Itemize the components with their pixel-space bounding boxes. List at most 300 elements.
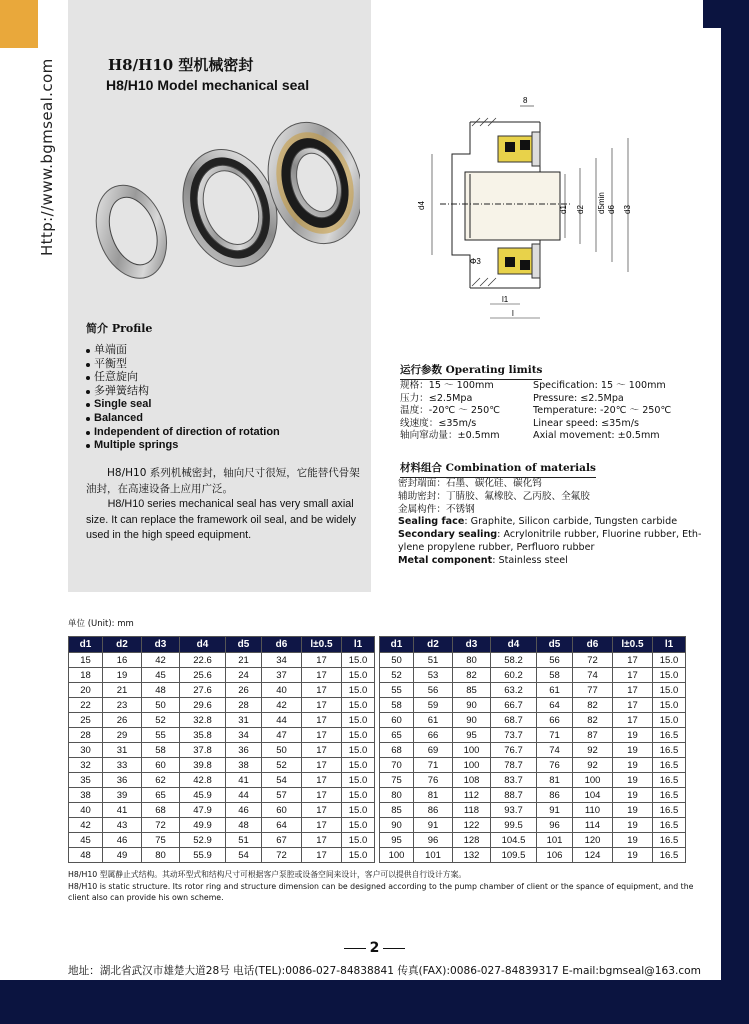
table-cell: 15.0 [342, 728, 375, 743]
table-cell: 16.5 [653, 833, 686, 848]
table-cell: 66.7 [491, 698, 537, 713]
table-cell: 15.0 [653, 653, 686, 668]
table-row [69, 713, 686, 728]
table-cell: 85 [380, 803, 414, 818]
table-cell: 95 [453, 728, 491, 743]
table-cell: 17 [613, 653, 653, 668]
bottom-band [0, 980, 749, 1024]
table-cell: 17 [302, 758, 342, 773]
table-cell: 47 [262, 728, 302, 743]
table-cell: 56 [414, 683, 453, 698]
table-cell: 26 [103, 713, 142, 728]
table-cell: 21 [103, 683, 142, 698]
table-cell: 17 [302, 743, 342, 758]
material-secondary: Secondary sealing: Acrylonitrile rubber, Fluorine rubber, Eth- [398, 529, 702, 541]
table-cell: 43 [103, 818, 142, 833]
table-cell: 76 [414, 773, 453, 788]
table-cell: 16.5 [653, 848, 686, 863]
table-cell: 42 [142, 653, 180, 668]
table-cell: 72 [142, 818, 180, 833]
table-cell: 50 [262, 743, 302, 758]
stationary-ring [90, 175, 179, 288]
dim-8-label: 8 [523, 96, 528, 105]
table-row [69, 773, 686, 788]
structure-note [68, 869, 698, 904]
table-cell: 80 [142, 848, 180, 863]
table-cell: 16.5 [653, 758, 686, 773]
table-cell: 68 [142, 803, 180, 818]
table-cell: 66 [537, 713, 573, 728]
feature-item: 任意旋向 [86, 371, 280, 385]
column-header: d5 [226, 637, 262, 653]
feature-item: 单端面 [86, 344, 280, 358]
table-cell: 122 [453, 818, 491, 833]
table-cell: 110 [573, 803, 613, 818]
table-cell: 56 [537, 653, 573, 668]
table-cell: 72 [573, 653, 613, 668]
table-row [69, 758, 686, 773]
operating-limits-heading: 运行参数 Operating limits [400, 362, 542, 380]
table-row [69, 653, 686, 668]
table-cell: 83.7 [491, 773, 537, 788]
seal-assembly-bottom [498, 244, 540, 278]
table-cell: 15.0 [342, 773, 375, 788]
table-cell: 52.9 [180, 833, 226, 848]
dim-d6-label: d6 [607, 205, 616, 214]
limit-row: 规格：15 ～ 100mm Specification: 15 ～ 100mm [400, 380, 666, 391]
table-cell: 75 [142, 833, 180, 848]
table-cell: 42.8 [180, 773, 226, 788]
table-cell: 16.5 [653, 728, 686, 743]
table-cell: 15.0 [342, 653, 375, 668]
table-cell: 61 [537, 683, 573, 698]
table-cell: 51 [414, 653, 453, 668]
column-header: d2 [103, 637, 142, 653]
table-cell: 124 [573, 848, 613, 863]
table-cell: 39.8 [180, 758, 226, 773]
table-cell: 17 [302, 773, 342, 788]
table-cell: 31 [226, 713, 262, 728]
table-cell: 17 [302, 803, 342, 818]
website-url[interactable]: Http://www.bgmseal.com [38, 58, 56, 256]
unit-label: 单位 (Unit): mm [68, 619, 134, 629]
table-cell: 93.7 [491, 803, 537, 818]
material-line-cn: 密封端面：石墨、碳化硅、碳化钨 [398, 478, 542, 489]
table-cell: 29 [103, 728, 142, 743]
table-cell: 17 [613, 683, 653, 698]
table-cell: 15.0 [653, 683, 686, 698]
table-cell: 80 [453, 653, 491, 668]
corner-accent [0, 0, 38, 48]
table-cell: 100 [453, 758, 491, 773]
table-cell: 60 [142, 758, 180, 773]
table-cell: 73.7 [491, 728, 537, 743]
dim-phi3-label: Φ3 [470, 257, 481, 266]
table-cell: 92 [573, 758, 613, 773]
column-header: d3 [453, 637, 491, 653]
description-cn: H8/H10 系列机械密封，轴向尺寸很短，它能替代骨架油封，在高速设备上应用广泛。 [86, 467, 360, 495]
table-cell: 59 [414, 698, 453, 713]
table-cell: 39 [103, 788, 142, 803]
table-cell: 55 [142, 728, 180, 743]
table-cell: 106 [537, 848, 573, 863]
column-header: d1 [69, 637, 103, 653]
table-cell: 15.0 [342, 698, 375, 713]
table-cell: 17 [302, 833, 342, 848]
material-face: Sealing face: Graphite, Silicon carbide, Tungsten carbide [398, 516, 678, 528]
table-cell: 17 [613, 668, 653, 683]
table-cell: 48 [226, 818, 262, 833]
material-secondary-cont: ylene propylene rubber, Perfluoro rubber [398, 541, 595, 553]
table-cell: 132 [453, 848, 491, 863]
table-cell: 37.8 [180, 743, 226, 758]
table-cell: 68.7 [491, 713, 537, 728]
table-cell: 58 [380, 698, 414, 713]
note-en: H8/H10 is static structure. Its rotor ring and structure dimension can be designed according to the pump chamber of client or the spance of equipment, and the client also can provide his own scheme. [68, 881, 694, 902]
table-cell: 60 [380, 713, 414, 728]
column-header: d3 [142, 637, 180, 653]
table-cell: 92 [573, 743, 613, 758]
table-cell: 48 [142, 683, 180, 698]
table-cell: 61 [414, 713, 453, 728]
table-cell: 50 [142, 698, 180, 713]
table-cell: 100 [380, 848, 414, 863]
page-title-en: H8/H10 Model mechanical seal [106, 77, 310, 93]
table-cell: 53 [414, 668, 453, 683]
table-cell: 36 [226, 743, 262, 758]
table-cell: 16.5 [653, 803, 686, 818]
table-cell: 87 [573, 728, 613, 743]
table-cell: 38 [226, 758, 262, 773]
table-cell: 51 [226, 833, 262, 848]
table-cell: 15.0 [653, 698, 686, 713]
table-cell: 76.7 [491, 743, 537, 758]
table-cell: 99.5 [491, 818, 537, 833]
limit-row: 温度：-20℃ ～ 250℃ Temperature: -20℃ ～ 250℃ [400, 405, 672, 417]
right-border-band [721, 0, 749, 980]
table-cell: 32.8 [180, 713, 226, 728]
table-cell: 17 [302, 728, 342, 743]
table-cell: 17 [302, 788, 342, 803]
dim-d2-label: d2 [576, 205, 585, 214]
table-cell: 128 [453, 833, 491, 848]
table-cell: 72 [262, 848, 302, 863]
table-cell: 118 [453, 803, 491, 818]
table-cell: 52 [380, 668, 414, 683]
table-cell: 19 [613, 803, 653, 818]
table-cell: 91 [537, 803, 573, 818]
table-cell: 25.6 [180, 668, 226, 683]
table-cell: 44 [226, 788, 262, 803]
material-metal: Metal component: Stainless steel [398, 554, 568, 566]
dim-d1-label: d1 [559, 205, 568, 214]
table-cell: 17 [302, 848, 342, 863]
feature-item: Single seal [86, 398, 280, 412]
seal-cross-section-diagram [410, 92, 660, 327]
table-cell: 38 [69, 788, 103, 803]
table-cell: 19 [613, 758, 653, 773]
table-cell: 85 [453, 683, 491, 698]
table-cell: 74 [537, 743, 573, 758]
table-cell: 54 [226, 848, 262, 863]
table-cell: 101 [414, 848, 453, 863]
dim-l1-label: l1 [502, 295, 509, 304]
table-cell: 50 [380, 653, 414, 668]
table-row [69, 743, 686, 758]
seal-assembly-top [498, 132, 540, 166]
table-cell: 91 [414, 818, 453, 833]
dim-l-label: l [512, 309, 514, 318]
table-cell: 16.5 [653, 743, 686, 758]
table-cell: 18 [69, 668, 103, 683]
table-cell: 60 [262, 803, 302, 818]
table-cell: 75 [380, 773, 414, 788]
table-row [69, 698, 686, 713]
table-cell: 76 [537, 758, 573, 773]
table-cell: 42 [262, 698, 302, 713]
table-cell: 70 [380, 758, 414, 773]
table-cell: 45 [69, 833, 103, 848]
table-cell: 120 [573, 833, 613, 848]
table-cell: 17 [302, 653, 342, 668]
table-cell: 35 [69, 773, 103, 788]
table-cell: 37 [262, 668, 302, 683]
table-cell: 28 [226, 698, 262, 713]
table-cell: 88.7 [491, 788, 537, 803]
table-cell: 27.6 [180, 683, 226, 698]
table-cell: 52 [142, 713, 180, 728]
column-header: d1 [380, 637, 414, 653]
table-cell: 64 [537, 698, 573, 713]
table-cell: 52 [262, 758, 302, 773]
table-cell: 86 [537, 788, 573, 803]
column-header: l±0.5 [302, 637, 342, 653]
table-cell: 15.0 [342, 818, 375, 833]
table-cell: 90 [380, 818, 414, 833]
description-en: H8/H10 series mechanical seal has very small axial size. It can replace the framework oil seal, and be widely used in the high speed equipment. [86, 498, 357, 541]
dim-d3-label: d3 [623, 205, 632, 214]
column-header: d6 [573, 637, 613, 653]
column-header: l1 [342, 637, 375, 653]
table-cell: 109.5 [491, 848, 537, 863]
feature-item: 多弹簧结构 [86, 385, 280, 399]
table-cell: 19 [613, 728, 653, 743]
table-cell: 55 [380, 683, 414, 698]
table-cell: 17 [302, 683, 342, 698]
table-cell: 46 [103, 833, 142, 848]
table-cell: 17 [613, 698, 653, 713]
table-cell: 15.0 [342, 683, 375, 698]
table-cell: 49.9 [180, 818, 226, 833]
table-cell: 104 [573, 788, 613, 803]
table-cell: 71 [537, 728, 573, 743]
table-cell: 58.2 [491, 653, 537, 668]
table-cell: 35.8 [180, 728, 226, 743]
limit-row: 线速度：≤35m/s Linear speed: ≤35m/s [400, 417, 639, 429]
column-header: d4 [180, 637, 226, 653]
table-cell: 17 [302, 818, 342, 833]
table-cell: 17 [302, 698, 342, 713]
table-cell: 71 [414, 758, 453, 773]
table-cell: 19 [613, 833, 653, 848]
table-cell: 60.2 [491, 668, 537, 683]
table-row [69, 788, 686, 803]
table-cell: 45 [142, 668, 180, 683]
note-cn: H8/H10 型属静止式结构。其动环型式和结构尺寸可根据客户泵腔或设备空间来设计，客户可以提供自行设计方案。 [68, 870, 467, 879]
table-row [69, 818, 686, 833]
table-cell: 55.9 [180, 848, 226, 863]
table-cell: 31 [103, 743, 142, 758]
table-cell: 104.5 [491, 833, 537, 848]
table-cell: 100 [453, 743, 491, 758]
table-cell: 44 [262, 713, 302, 728]
table-row [69, 668, 686, 683]
table-cell: 17 [613, 713, 653, 728]
table-cell: 15 [69, 653, 103, 668]
table-cell: 40 [69, 803, 103, 818]
dim-d4-label: d4 [417, 201, 426, 210]
table-cell: 33 [103, 758, 142, 773]
column-header: d5 [537, 637, 573, 653]
table-cell: 15.0 [342, 668, 375, 683]
table-cell: 29.6 [180, 698, 226, 713]
table-cell: 81 [537, 773, 573, 788]
table-cell: 26 [226, 683, 262, 698]
table-cell: 15.0 [342, 803, 375, 818]
table-cell: 78.7 [491, 758, 537, 773]
table-cell: 34 [262, 653, 302, 668]
contact-address: 地址：湖北省武汉市雄楚大道28号 电话(TEL):0086-027-84838841 传真(FAX):0086-027-84839317 E-mail:bgmseal@163.com [68, 965, 701, 977]
table-cell: 101 [537, 833, 573, 848]
table-cell: 96 [414, 833, 453, 848]
material-line-cn: 金属构件：不锈钢 [398, 503, 475, 515]
table-cell: 96 [537, 818, 573, 833]
limit-row: 轴向窜动量：±0.5mm Axial movement: ±0.5mm [400, 430, 660, 442]
table-cell: 22 [69, 698, 103, 713]
table-cell: 25 [69, 713, 103, 728]
table-cell: 114 [573, 818, 613, 833]
table-cell: 112 [453, 788, 491, 803]
table-cell: 28 [69, 728, 103, 743]
table-cell: 100 [573, 773, 613, 788]
feature-item: Independent of direction of rotation [86, 426, 280, 440]
table-cell: 16.5 [653, 773, 686, 788]
table-header-row [69, 637, 686, 653]
column-header: l1 [653, 637, 686, 653]
table-cell: 19 [613, 788, 653, 803]
table-cell: 46 [226, 803, 262, 818]
profile-heading: 简介 Profile [86, 322, 153, 335]
table-cell: 69 [414, 743, 453, 758]
table-cell: 15.0 [342, 788, 375, 803]
table-row [69, 848, 686, 863]
column-header: d4 [491, 637, 537, 653]
table-cell: 36 [103, 773, 142, 788]
table-cell: 40 [262, 683, 302, 698]
column-header: d2 [414, 637, 453, 653]
limit-row: 压力：≤2.5Mpa Pressure: ≤2.5Mpa [400, 392, 624, 404]
table-row [69, 833, 686, 848]
table-cell: 19 [613, 743, 653, 758]
table-cell: 42 [69, 818, 103, 833]
table-cell: 68 [380, 743, 414, 758]
table-row [69, 683, 686, 698]
table-cell: 16.5 [653, 788, 686, 803]
table-cell: 48 [69, 848, 103, 863]
table-cell: 21 [226, 653, 262, 668]
table-cell: 19 [613, 848, 653, 863]
dimension-table [68, 636, 686, 863]
table-cell: 66 [414, 728, 453, 743]
table-cell: 49 [103, 848, 142, 863]
table-cell: 67 [262, 833, 302, 848]
table-cell: 15.0 [342, 743, 375, 758]
table-cell: 16 [103, 653, 142, 668]
table-cell: 23 [103, 698, 142, 713]
table-cell: 82 [573, 698, 613, 713]
material-line-cn: 辅助密封：丁腈胶、氟橡胶、乙丙胶、全氟胶 [398, 490, 590, 502]
table-cell: 30 [69, 743, 103, 758]
table-cell: 45.9 [180, 788, 226, 803]
operating-limits [400, 380, 671, 443]
table-cell: 63.2 [491, 683, 537, 698]
table-cell: 58 [142, 743, 180, 758]
table-cell: 95 [380, 833, 414, 848]
table-cell: 17 [302, 668, 342, 683]
table-cell: 19 [613, 818, 653, 833]
table-cell: 81 [414, 788, 453, 803]
table-cell: 19 [103, 668, 142, 683]
table-cell: 74 [573, 668, 613, 683]
feature-item: Multiple springs [86, 439, 280, 453]
table-cell: 41 [103, 803, 142, 818]
feature-item: Balanced [86, 412, 280, 426]
seal-rings-photo [90, 108, 360, 288]
feature-list [86, 344, 280, 453]
table-row [69, 728, 686, 743]
column-header: d6 [262, 637, 302, 653]
table-cell: 54 [262, 773, 302, 788]
table-cell: 47.9 [180, 803, 226, 818]
table-cell: 15.0 [653, 668, 686, 683]
table-cell: 17 [302, 713, 342, 728]
table-cell: 22.6 [180, 653, 226, 668]
table-cell: 90 [453, 698, 491, 713]
table-cell: 86 [414, 803, 453, 818]
page-number: 2 [0, 940, 749, 956]
table-cell: 90 [453, 713, 491, 728]
table-cell: 19 [613, 773, 653, 788]
materials-list [398, 478, 702, 568]
table-cell: 65 [380, 728, 414, 743]
table-cell: 80 [380, 788, 414, 803]
table-cell: 15.0 [653, 713, 686, 728]
table-row [69, 803, 686, 818]
table-cell: 15.0 [342, 758, 375, 773]
table-cell: 62 [142, 773, 180, 788]
table-cell: 34 [226, 728, 262, 743]
table-cell: 108 [453, 773, 491, 788]
page-title-cn: H8/H10 型机械密封 [108, 56, 254, 74]
table-cell: 32 [69, 758, 103, 773]
materials-heading: 材料组合 Combination of materials [400, 460, 596, 478]
table-cell: 24 [226, 668, 262, 683]
table-cell: 20 [69, 683, 103, 698]
table-cell: 15.0 [342, 833, 375, 848]
table-cell: 82 [453, 668, 491, 683]
table-cell: 82 [573, 713, 613, 728]
table-cell: 15.0 [342, 848, 375, 863]
